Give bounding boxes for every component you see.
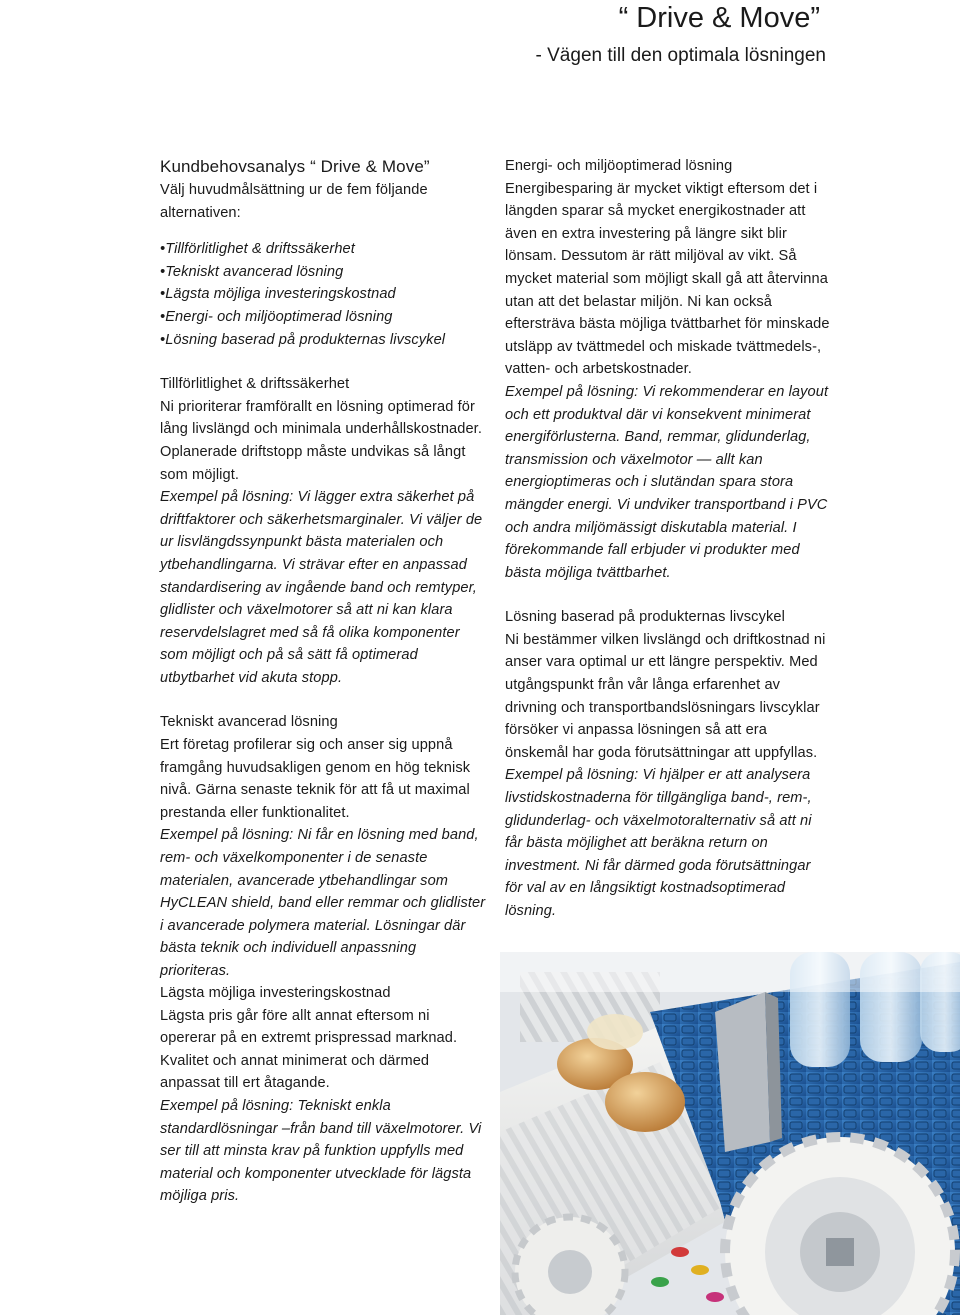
section-text-advanced: Ert företag profilerar sig och anser sig uppnå framgång huvudsakligen genom en hög teknisk nivå. Gärna senaste teknik för att få ut maximal prestanda eller funktionalitet. bbox=[160, 737, 471, 821]
section-example-advanced: Exempel på lösning: Ni får en lösning med band, rem- och växelkomponenter i de senaste materialen, avancerade ytbehandlingar som HyCLEAN shield, band eller remmar och glidlister i avancerade polymera material. Lösningar där bästa teknik och individuell anpassning prioriteras. bbox=[160, 827, 486, 979]
left-column bbox=[160, 155, 486, 983]
criteria-item: • Lägsta möjliga investeringskostnad bbox=[160, 283, 486, 306]
criteria-item: • Tillförlitlighet & driftssäkerhet bbox=[160, 238, 486, 261]
section-example-reliability: Exempel på lösning: Vi lägger extra säkerhet på driftfaktorer och säkerhetsmarginaler. Vi väljer de ur lisvlängdssynpunkt bästa materialen och ytbehandlingarna. Vi strävar efter en anpassad standardisering av ingående band och remtyper, glidlister och växelmotorer så att ni kan klara reservdelslagret med så få olika komponenter som möjligt och på så sätt få optimerad utbytbarhet vid akuta stopp. bbox=[160, 489, 483, 686]
section-example-energy: Exempel på lösning: Vi rekommenderar en layout och ett produktval där vi konsekvent minimerat energiförlusterna. Band, remmar, glidunderlag, transmission och växelmotor — allt kan energioptimeras och i slutändan spara stora mängder energi. Vi undviker transportband i PVC och andra miljömässigt diskutabla material. I förekommande fall erbjuder vi produkter med bästa möjliga tvättbarhet. bbox=[505, 383, 829, 581]
section-text-lifecycle: Ni bestämmer vilken livslängd och driftkostnad ni anser vara optimal ur ett längre perspektiv. Med utgångspunkt från vår långa erfarenhet av drivning och transportbandslösningars livscyklar försöker vi anpassa lösningen så att era önskemål har goda förutsättningar att uppfyllas. bbox=[505, 631, 826, 761]
intro-text: Välj huvudmålsättning ur de fem följande alternativen: bbox=[160, 182, 428, 221]
section-text-reliability: Ni prioriterar framförallt en lösning optimerad för lång livslängd och minimala underhållskostnader. Oplanerade driftstopp måste undvikas så långt som möjligt. bbox=[160, 398, 482, 483]
page-title: “ Drive & Move” bbox=[618, 2, 820, 34]
criteria-item: • Lösning baserad på produkternas livscykel bbox=[160, 329, 486, 352]
criteria-item: • Energi- och miljöoptimerad lösning bbox=[160, 306, 486, 329]
section-example-investment: Exempel på lösning: Tekniskt enkla standardlösningar –från band till växelmotorer. Vi ser till att minsta krav på funktion uppfylls med material och komponenter utvecklade för lägsta möjliga pris. bbox=[160, 1097, 482, 1205]
section-text-investment: Lägsta pris går före allt annat eftersom ni opererar på en extremt prispressad marknad. Kvalitet och annat minimerat och därmed anpassat till ert åtagande. bbox=[160, 1007, 458, 1092]
section-title-reliability: Tillförlitlighet & driftssäkerhet bbox=[160, 376, 350, 393]
right-column bbox=[505, 155, 831, 923]
conveyor-photo bbox=[500, 952, 960, 1315]
criteria-item: • Tekniskt avancerad lösning bbox=[160, 261, 486, 284]
section-example-lifecycle: Exempel på lösning: Vi hjälper er att analysera livstidskostnaderna för tillgängliga band-, rem-, glidunderlag- och växelmotoralternativ så att ni får bästa möjlighet att beräkna return on investment. Ni får därmed goda förutsättningar för val av en långsiktigt kostnadsoptimerad lösning. bbox=[505, 767, 812, 919]
section-text-energy: Energibesparing är mycket viktigt eftersom det i längden sparar så mycket energikostnader att även en extra investering på längre sikt blir lönsam. Dessutom är rätt miljöval av vikt. Så mycket material som möjligt skall gå att återvinna utan att det belastar miljön. Ni kan också eftersträva bästa möjliga tvättbarhet för minskade utsläpp av tvättmedel och miskade tvättmedels-, vatten- och arbetskostnader. bbox=[505, 180, 830, 378]
lower-left-column bbox=[160, 982, 486, 1208]
page-subtitle: - Vägen till den optimala lösningen bbox=[535, 45, 826, 66]
section-title-lifecycle: Lösning baserad på produkternas livscykel bbox=[505, 609, 785, 626]
intro-title: Kundbehovsanalys “ Drive & Move” bbox=[160, 157, 430, 176]
criteria-list bbox=[160, 238, 486, 351]
section-title-energy: Energi- och miljöoptimerad lösning bbox=[505, 158, 733, 174]
section-title-advanced: Tekniskt avancerad lösning bbox=[160, 714, 338, 731]
section-title-investment: Lägsta möjliga investeringskostnad bbox=[160, 985, 391, 1001]
